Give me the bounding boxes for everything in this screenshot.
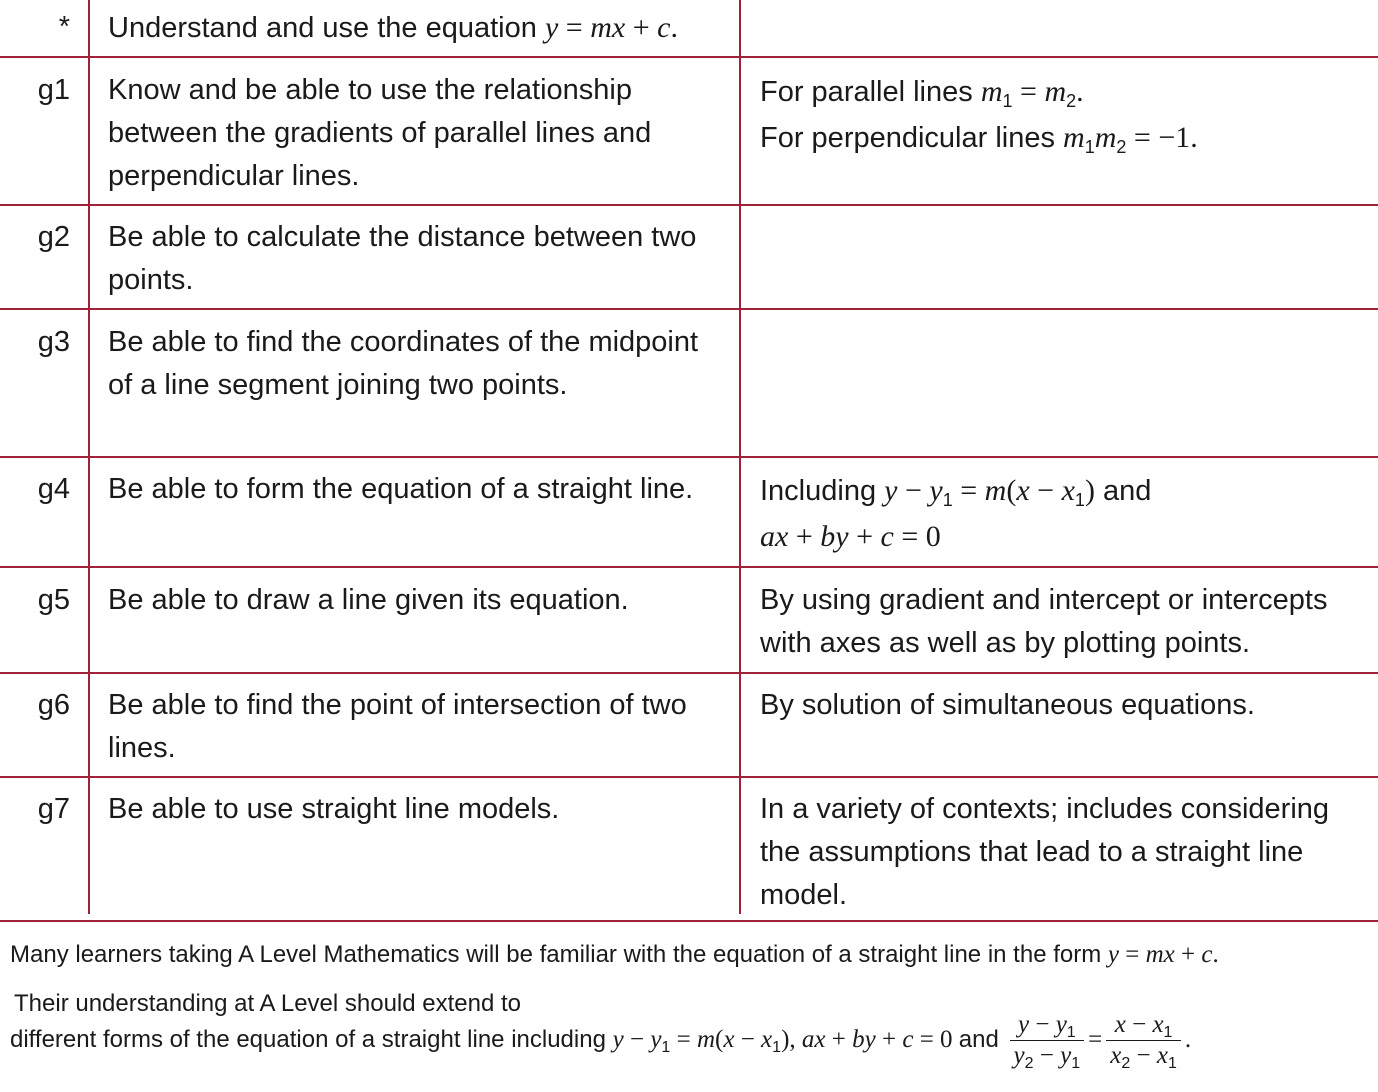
table-row [0, 674, 1378, 778]
row-note-text: For parallel lines [760, 76, 973, 108]
row-note-and: and [1103, 475, 1152, 507]
row-description: Be able to calculate the distance between two points. [108, 221, 697, 296]
row-note: By using gradient and intercept or intercepts with axes as well as by plotting points. [760, 584, 1328, 659]
row-description-text: Understand and use the equation [108, 12, 537, 44]
footer-line-1: Many learners taking A Level Mathematics will be familiar with the equation of a straight line in the form y = mx + c. [10, 941, 1219, 968]
footer-line-3: different forms of the equation of a straight line including $y - y_1 = m(x - x_1)$, ax + by + c = 0 and $\frac{y - y_1}{y_2 - y_1}$ = $\frac{x - x_1}{x_2 - x_1}$ . [10, 1011, 1192, 1072]
fraction-y: $\frac{y - y_1}{y_2 - y_1}$ [1010, 1010, 1085, 1071]
row-note: By solution of simultaneous equations. [760, 689, 1255, 721]
row-note: Including $y - y_1 = m(x - x_1)$ and ax + by + c = 0 [760, 474, 1152, 553]
row-note: In a variety of contexts; includes considering the assumptions that lead to a straight line model. [760, 793, 1330, 911]
row-code: g4 [37, 473, 70, 505]
table-row [0, 58, 1378, 206]
row-code: g6 [37, 689, 70, 721]
row-code: g7 [37, 793, 70, 825]
row-description: Know and be able to use the relationship between the gradients of parallel lines and perpendicular lines. [108, 74, 652, 192]
table-row [0, 568, 1378, 674]
row-description: Be able to find the point of intersection of two lines. [108, 689, 687, 764]
row-description: Be able to use straight line models. [108, 793, 560, 825]
row-description: Be able to find the coordinates of the midpoint of a line segment joining two points. [108, 326, 699, 401]
table-row [0, 778, 1378, 922]
row-note-text: Including [760, 475, 877, 507]
row-note: For parallel lines $m_1 = m_2$. For perpendicular lines $m_1m_2 = -1$. [760, 75, 1198, 157]
row-code: * [58, 11, 70, 43]
footer-line-2: Their understanding at A Level should extend to [14, 990, 522, 1017]
table-row [0, 458, 1378, 568]
table-row [0, 206, 1378, 310]
row-description: Understand and use the equation y = mx + c. [108, 11, 678, 44]
row-code: g3 [37, 326, 70, 358]
footer-and: and [958, 1025, 999, 1053]
row-description: Be able to form the equation of a straight line. [108, 473, 694, 505]
fraction-x: $\frac{x - x_1}{x_2 - x_1}$ [1106, 1010, 1181, 1071]
row-description: Be able to draw a line given its equation. [108, 584, 629, 616]
row-code: g2 [37, 221, 70, 253]
footer-text: different forms of the equation of a straight line including [10, 1025, 606, 1053]
table-row [0, 310, 1378, 458]
footer-text: Many learners taking A Level Mathematics will be familiar with the equation of a straight line in the form [10, 941, 1102, 968]
table-row [0, 0, 1378, 58]
row-note-text: For perpendicular lines [760, 122, 1055, 154]
row-code: g1 [37, 74, 70, 106]
row-code: g5 [37, 584, 70, 616]
